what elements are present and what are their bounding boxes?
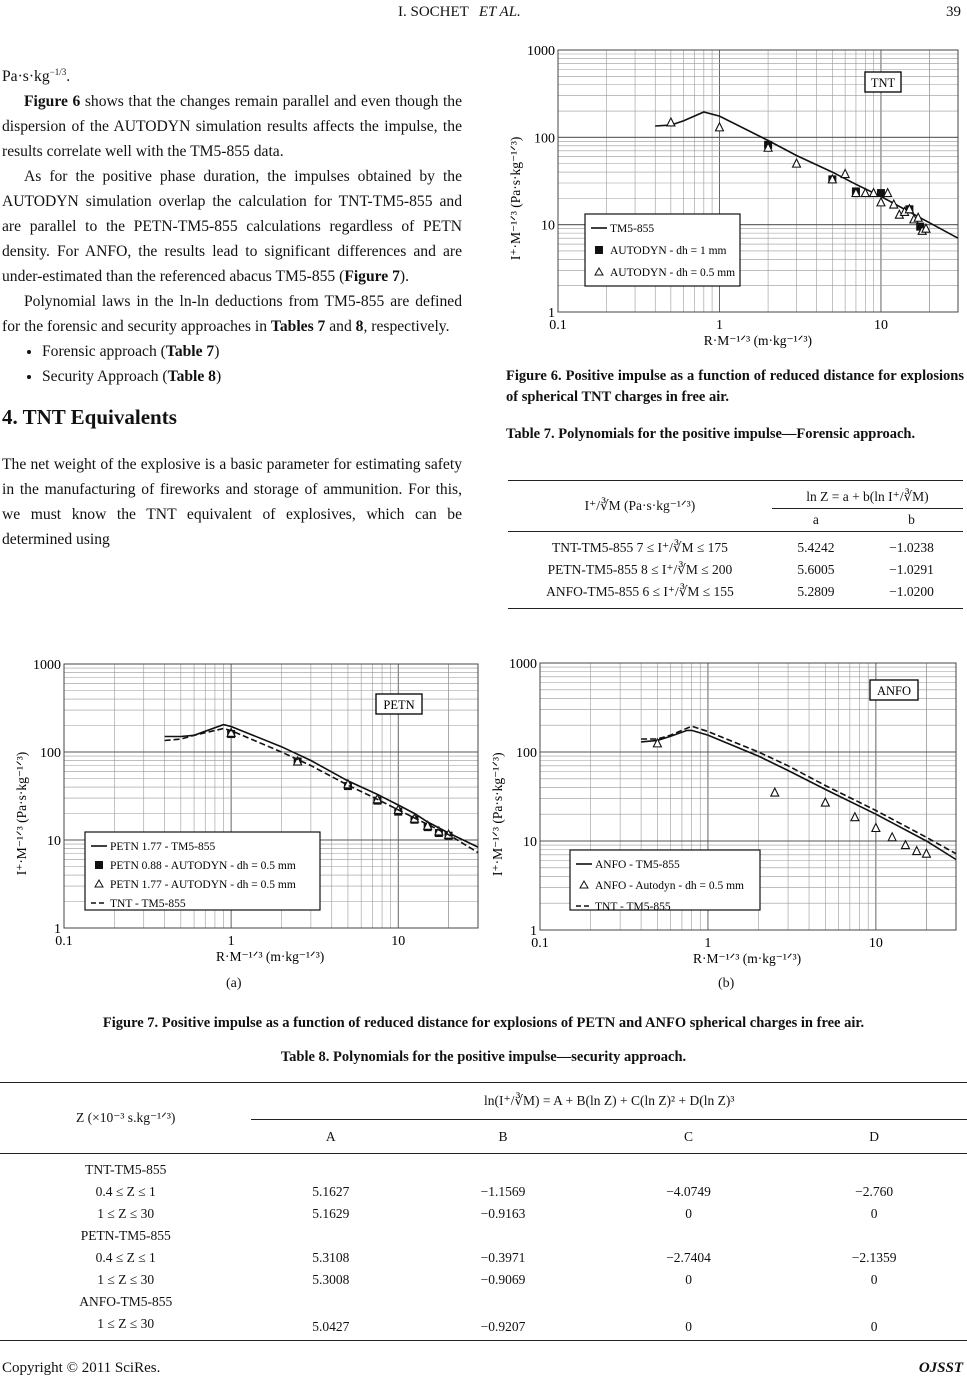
table-row: PETN-TM5-855 8 ≤ I⁺/∛M ≤ 200 5.6005 −1.0291 xyxy=(547,562,934,577)
x-tick-label: 10 xyxy=(873,318,888,333)
figure6-chart xyxy=(495,36,967,356)
y-tick-label: 1000 xyxy=(509,657,537,672)
table-row: 0.4 ≤ Z ≤ 1 5.3108 −0.3971 −2.7404 −2.1359 xyxy=(95,1250,897,1265)
table-row: ANFO-TM5-855 6 ≤ I⁺/∛M ≤ 155 5.2809 −1.0200 xyxy=(508,581,963,609)
x-tick-label: 0.1 xyxy=(549,318,567,333)
legend-entry: ANFO - Autodyn - dh = 0.5 mm xyxy=(595,880,744,892)
x-tick-label: 1 xyxy=(227,934,235,949)
table-row: 1 ≤ Z ≤ 30 5.0427 −0.9207 0 0 xyxy=(0,1313,967,1341)
table-row: TNT-TM5-855 7 ≤ I⁺/∛M ≤ 175 5.4242 −1.0238 xyxy=(551,540,934,555)
data-point-triangle xyxy=(922,849,930,857)
data-point-triangle xyxy=(877,198,885,206)
x-axis-label: R·M⁻¹ᐟ³ (m·kg⁻¹ᐟ³) xyxy=(703,333,813,348)
page-footer xyxy=(2,1360,965,1377)
x-tick-label: 10 xyxy=(868,936,883,951)
chart-title: TNT xyxy=(870,76,896,90)
data-point-triangle xyxy=(901,841,909,849)
table7-link[interactable]: Table 7 xyxy=(165,343,215,361)
legend-entry: PETN 1.77 - AUTODYN - dh = 0.5 mm xyxy=(110,879,296,891)
x-axis-label: R·M⁻¹ᐟ³ (m·kg⁻¹ᐟ³) xyxy=(692,951,802,966)
table7-caption: Table 7. Polynomials for the positive impulse—Forensic approach. xyxy=(506,426,916,442)
table8-caption: Table 8. Polynomials for the positive impulse—security approach. xyxy=(280,1049,687,1065)
figure7b-chart xyxy=(482,650,967,972)
data-point-triangle xyxy=(870,189,878,197)
table7-col-a: a xyxy=(812,512,819,527)
figure6-link[interactable]: Figure 6 xyxy=(24,93,81,111)
data-point-triangle xyxy=(667,118,675,126)
table-group-row: PETN-TM5-855 xyxy=(80,1228,171,1243)
data-point-triangle xyxy=(872,823,880,831)
figure7-link[interactable]: Figure 7 xyxy=(344,268,400,286)
figure7b-label: (b) xyxy=(718,976,735,991)
x-tick-label: 1 xyxy=(704,936,712,951)
y-axis-label: I⁺·M⁻¹ᐟ³ (Pa·s·kg⁻¹ᐟ³) xyxy=(508,136,523,261)
table-group-row: TNT-TM5-855 xyxy=(85,1162,167,1177)
approach-list xyxy=(2,339,462,389)
table-row: 1 ≤ Z ≤ 30 5.3008 −0.9069 0 0 xyxy=(97,1272,878,1287)
x-tick-label: 0.1 xyxy=(55,934,73,949)
table-group-row: ANFO-TM5-855 xyxy=(79,1294,173,1309)
legend-entry: TNT - TM5-855 xyxy=(110,898,186,910)
x-tick-label: 1 xyxy=(715,318,723,333)
figure6-caption: Figure 6. Positive impulse as a function of reduced distance for explosions of spherical TNT charges in free air. xyxy=(506,368,964,405)
legend-entry: PETN 1.77 - TM5-855 xyxy=(110,841,216,853)
figure7a-chart xyxy=(0,650,482,972)
table8: Z (×10⁻³ s.kg⁻¹ᐟ³) ln(I⁺/∛M) = A + B(ln Z) + C(ln Z)² + D(ln Z)³ A B C D TNT-TM5-855 0.4 ≤ Z ≤ 1 5.1627 −1.1569 −4.0749 −2.760 1 ≤ Z ≤ 30 5.1629 −0.9163 0 0 PETN-TM5-855 0.4 ≤ Z ≤ 1 5.3108 −0.3971 −2.7404 −2.1359 1 ≤ Z ≤ 30 5.3008 −0.9069 0 0 ANFO-TM5-855 1 ≤ Z ≤ 30 5.0427 −0.9207 0 0 xyxy=(0,1082,967,1341)
paragraph-units: $Pa\cdot s\cdot kg^{-1/3}$. xyxy=(2,67,71,86)
table7-header-formula: ln Z = a + b(ln I⁺/∛M) xyxy=(772,481,963,509)
figure7a-label: (a) xyxy=(226,976,242,991)
series-line xyxy=(641,730,956,859)
table7 xyxy=(508,480,963,609)
y-tick-label: 100 xyxy=(534,131,555,147)
table-row: 0.4 ≤ Z ≤ 1 5.1627 −1.1569 −4.0749 −2.760 xyxy=(95,1184,894,1199)
running-head-authors: I. SOCHET ET AL. xyxy=(398,4,521,20)
data-point-triangle xyxy=(888,833,896,841)
left-column-text xyxy=(2,60,462,552)
table8-link[interactable]: Table 8 xyxy=(167,368,216,386)
data-point-triangle xyxy=(913,847,921,855)
page-number: 39 xyxy=(946,4,961,20)
paragraph-figure6: Figure 6 shows that the changes remain parallel and even though the dispersion of the AUTODYN simulation results affects the impulse, the results correlate well with the TM5-855 data. xyxy=(2,93,462,161)
journal-name: OJSST xyxy=(918,1360,963,1376)
y-tick-label: 1000 xyxy=(33,658,61,673)
series-line xyxy=(641,726,956,854)
paragraph-tnt-equivalents: The net weight of the explosive is a basic parameter for estimating safety in the manufacturing of fireworks and storage of ammunition. For this, we must know the TNT equivalent of explosives, which can be determined using xyxy=(2,456,462,549)
data-point-triangle xyxy=(821,798,829,806)
y-tick-label: 10 xyxy=(541,218,555,234)
x-tick-label: 10 xyxy=(391,934,406,949)
table-row: 1 ≤ Z ≤ 30 5.1629 −0.9163 0 0 xyxy=(97,1206,878,1221)
y-tick-label: 10 xyxy=(47,834,61,849)
section-heading: 4. TNT Equivalents xyxy=(2,405,177,430)
table8-header-left: Z (×10⁻³ s.kg⁻¹ᐟ³) xyxy=(0,1083,251,1154)
table7-header-left: I⁺/∛M (Pa·s·kg⁻¹ᐟ³) xyxy=(508,481,772,532)
y-tick-label: 100 xyxy=(516,746,537,761)
table7-col-b: b xyxy=(908,512,915,527)
y-tick-label: 1000 xyxy=(527,44,555,59)
y-axis-label: I⁺·M⁻¹ᐟ³ (Pa·s·kg⁻¹ᐟ³) xyxy=(14,751,29,876)
table8-link[interactable]: 8 xyxy=(355,318,364,336)
chart-title: ANFO xyxy=(876,684,912,698)
paragraph-positive-phase: As for the positive phase duration, the impulses obtained by the AUTODYN simulation overlap the calculation for TNT-TM5-855 and are parallel to the PETN-TM5-855 calculations regardless of PETN density. For ANFO, the results lead to significant differences and are under-estimated than the referenced abacus TM5-855 (Figure 7). xyxy=(2,168,462,286)
data-point-triangle xyxy=(793,159,801,167)
y-tick-label: 1 xyxy=(54,922,61,937)
legend-entry: PETN 0.88 - AUTODYN - dh = 0.5 mm xyxy=(110,860,296,872)
list-item-forensic: • Forensic approach (Table 7) xyxy=(42,339,462,364)
y-tick-label: 1 xyxy=(548,306,555,321)
y-tick-label: 100 xyxy=(40,746,61,761)
list-item-security: • Security Approach (Table 8) xyxy=(42,364,462,389)
tables7-link[interactable]: Tables 7 xyxy=(270,318,326,336)
legend-entry: TM5-855 xyxy=(610,223,655,235)
x-tick-label: 0.1 xyxy=(531,936,549,951)
paragraph-polynomial: Polynomial laws in the ln-ln deductions from TM5-855 are defined for the forensic and security approaches in Tables 7 and 8, respectively. xyxy=(2,293,462,336)
chart-title: PETN xyxy=(383,698,415,712)
table8-header-formula: ln(I⁺/∛M) = A + B(ln Z) + C(ln Z)² + D(ln Z)³ xyxy=(251,1083,967,1120)
legend-entry: AUTODYN - dh = 1 mm xyxy=(610,245,727,257)
legend-entry: TNT - TM5-855 xyxy=(595,901,671,913)
y-tick-label: 1 xyxy=(530,924,537,939)
legend-entry: AUTODYN - dh = 0.5 mm xyxy=(610,267,736,279)
y-tick-label: 10 xyxy=(523,835,537,850)
y-axis-label: I⁺·M⁻¹ᐟ³ (Pa·s·kg⁻¹ᐟ³) xyxy=(490,752,505,877)
legend-entry: ANFO - TM5-855 xyxy=(595,859,680,871)
data-point-triangle xyxy=(841,170,849,178)
x-axis-label: R·M⁻¹ᐟ³ (m·kg⁻¹ᐟ³) xyxy=(216,949,325,964)
figure7-caption: Figure 7. Positive impulse as a function of reduced distance for explosions of PETN and ANFO spherical charges in free air. xyxy=(102,1015,865,1031)
copyright: Copyright © 2011 SciRes. xyxy=(2,1360,161,1376)
data-point-triangle xyxy=(715,123,723,131)
data-point-triangle xyxy=(771,788,779,796)
